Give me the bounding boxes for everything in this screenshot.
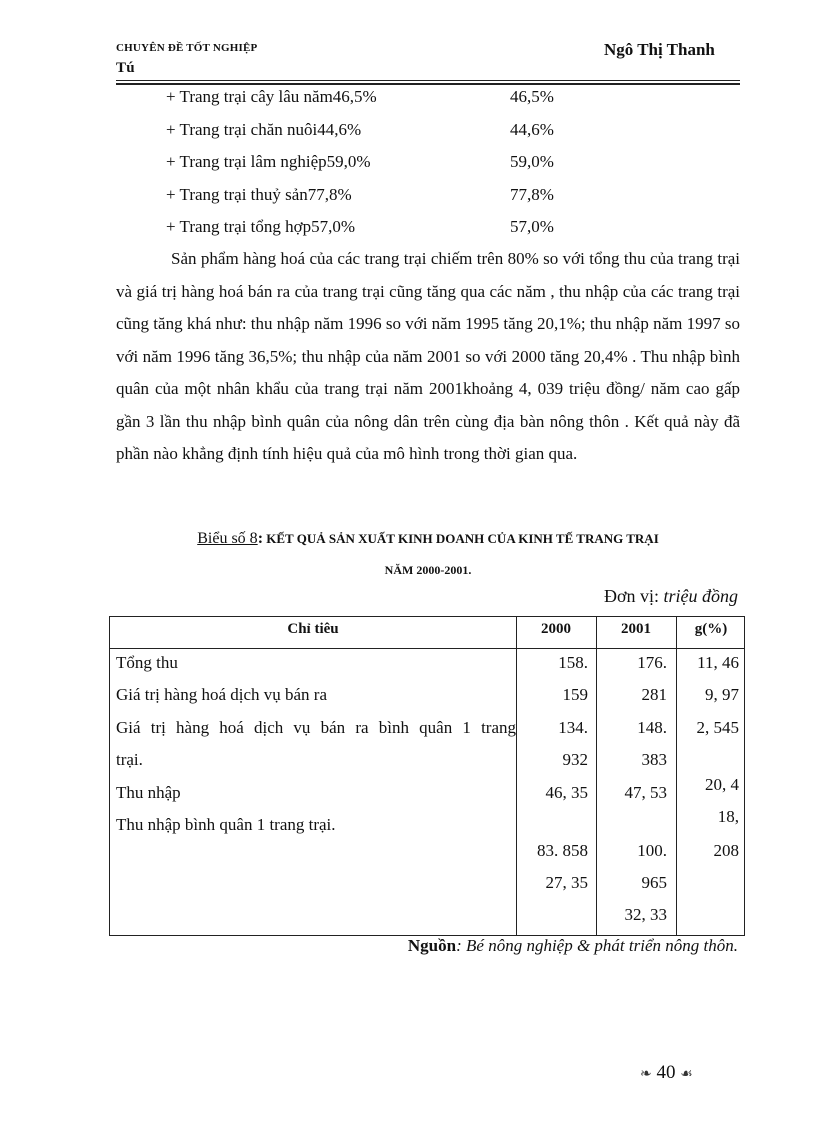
table-caption-lead: Biểu số 8 xyxy=(197,530,258,547)
table-cell-growth: 208 xyxy=(713,841,739,860)
table-cell-growth: 2, 545 xyxy=(696,718,739,737)
list-item-label: + Trang trại chăn nuôi44,6% xyxy=(166,119,362,139)
ornament-right-icon: ☙ xyxy=(680,1067,693,1082)
table-cell-growth: 11, 46 xyxy=(697,653,739,672)
header-left xyxy=(116,42,257,77)
table-cell-growth: 18, xyxy=(717,807,739,826)
list-item-value: 57,0% xyxy=(510,217,554,236)
header-left-continuation: Tú xyxy=(116,60,135,76)
list-item-label: + Trang trại thuỷ sản77,8% xyxy=(166,184,352,204)
source-note xyxy=(408,936,738,956)
table-cell-2000: 27, 35 xyxy=(545,873,588,892)
table-cell-indicator: Giá trị hàng hoá dịch vụ bán ra xyxy=(116,685,328,704)
list-item-value: 44,6% xyxy=(510,119,554,139)
table-cell-2001: 32, 33 xyxy=(624,905,667,924)
table-cell-2001: 100. xyxy=(637,841,667,860)
table-cell-indicator: Giá trị hàng hoá dịch vụ bán ra bình quân 1 trang xyxy=(116,718,516,737)
table-cell-indicator: Thu nhập bình quân 1 trang trại. xyxy=(116,815,336,834)
table-cell-2000: 134. xyxy=(558,718,588,737)
table-header-growth: g(%) xyxy=(694,621,728,637)
list-item-value: 77,8% xyxy=(510,184,554,204)
table-cell-2001: 281 xyxy=(641,685,667,704)
table-cell-2001: 148. xyxy=(637,718,667,737)
table-cell-indicator: Tổng thu xyxy=(116,653,178,672)
table-cell-indicator: trại. xyxy=(116,750,143,769)
table-header-indicator: Chỉ tiêu xyxy=(287,621,339,637)
header-left-title: CHUYÊN ĐỀ TỐT NGHIỆP xyxy=(116,42,258,54)
list-item xyxy=(166,183,666,216)
ornament-left-icon: ❧ xyxy=(640,1067,652,1082)
farm-type-list xyxy=(166,85,666,248)
page-number xyxy=(640,1062,693,1084)
table-cell-2001: 47, 53 xyxy=(624,783,667,802)
table-cell-2000: 46, 35 xyxy=(545,783,588,802)
table-cell-2000: 83. 858 xyxy=(537,841,588,860)
list-item xyxy=(166,85,666,118)
unit-prefix: Đơn vị: xyxy=(603,586,664,606)
source-text: Bé nông nghiệp & phát triển nông thôn. xyxy=(461,936,738,955)
source-label: Nguồn xyxy=(407,936,457,955)
table-cell-2000: 158. xyxy=(558,653,588,672)
table-header-2000: 2000 xyxy=(541,621,571,637)
page-number-value: 40 xyxy=(656,1062,676,1083)
list-item-label: + Trang trại cây lâu năm46,5% xyxy=(166,87,377,106)
list-item-label: + Trang trại tổng hợp57,0% xyxy=(166,217,356,236)
list-item xyxy=(166,118,666,151)
header-author: Ngô Thị Thanh xyxy=(604,40,715,59)
results-table xyxy=(109,616,745,936)
table-cell-indicator: Thu nhập xyxy=(116,783,181,802)
table-cell-2001: 383 xyxy=(641,750,667,769)
unit-value: triệu đồng xyxy=(663,586,738,606)
unit-note xyxy=(604,586,738,607)
table-cell-growth: 9, 97 xyxy=(705,685,739,704)
table-caption-year: NĂM 2000-2001. xyxy=(384,563,472,577)
list-item-label: + Trang trại lâm nghiệp59,0% xyxy=(166,152,371,171)
table-header-2001: 2001 xyxy=(621,621,651,637)
table-cell-2001: 965 xyxy=(641,873,667,892)
table-caption xyxy=(116,530,740,548)
list-item-value: 46,5% xyxy=(510,87,554,106)
table-cell-2001: 176. xyxy=(637,653,667,672)
source-colon: : xyxy=(456,936,462,955)
header-rule-thin xyxy=(116,80,740,81)
table-caption-title: KẾT QUẢ SẢN XUẤT KINH DOANH CỦA KINH TẾ TRANG TRẠI xyxy=(263,531,659,546)
table-cell-growth: 20, 4 xyxy=(705,775,739,794)
body-paragraph: Sản phẩm hàng hoá của các trang trại chiếm trên 80% so với tổng thu của trang trại và giá trị hàng hoá bán ra của trang trại cũng tăng qua các năm , thu nhập của các trang trại cũng tăng khá như: thu nhập năm 1996 so với năm 1995 tăng 20,1%; thu nhập năm 1997 so với năm 1996 tăng 36,5%; thu nhập của năm 2001 so với 2000 tăng 20,4% . Thu nhập bình quân của một nhân khẩu của trang trại năm 2001khoảng 4, 039 triệu đồng/ năm cao gấp gần 3 lần thu nhập bình quân của nông dân trên cùng địa bàn nông thôn . Kết quả này đã phần nào khẳng định tính hiệu quả của mô hình trong thời gian qua. xyxy=(116,249,740,463)
list-item-value: 59,0% xyxy=(510,152,554,171)
table-caption-colon: : xyxy=(257,530,264,547)
table-cell-2000: 932 xyxy=(562,750,588,769)
list-item xyxy=(166,150,666,183)
table-cell-2000: 159 xyxy=(562,685,588,704)
